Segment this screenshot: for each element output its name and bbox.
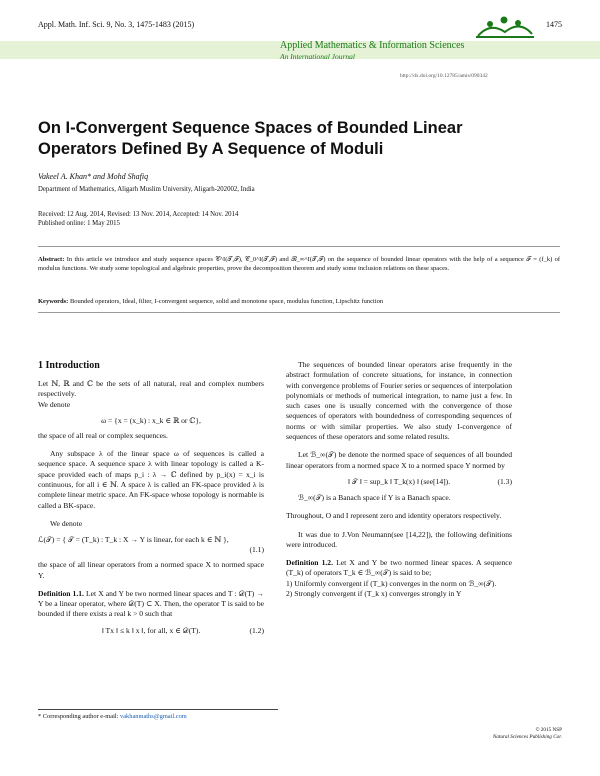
definition-text: Let X and Y be two normed linear spaces. A sequence (T_k) of operators T_k ∈ ℬ_∞(𝒯) is said to be; <box>286 558 513 578</box>
paragraph: Let ℬ_∞(𝒯) be denote the normed space of sequences of all bounded linear operators from a normed space X to a normed space Y normed by <box>286 450 512 470</box>
definition-text: Let X and Y be two normed linear spaces and T : 𝒟(T) → Y be a linear operator, where 𝒟(T) ⊂ X. Then, the operator T is said to be bounded if there exists a real k > 0 such that <box>38 588 264 619</box>
author-email-link[interactable]: vakhanmaths@gmail.com <box>120 713 187 720</box>
right-column <box>286 360 512 599</box>
paragraph: The sequences of bounded linear operators arise frequently in the abstract formulation of concrete situations, for instance, in connection with convergence problems of Fourier series or sequences of interpolation polynomials or methods of numerical integration, to name just a few. In such cases one is usually concerned with the convergence of those sequences of operators with boundedness of corresponding sequences of norms or with similar properties. We also study I-convergence of sequences of these operators and some related results. <box>286 360 512 442</box>
equation-body: ‖ 𝒯 ‖ = sup_k ‖ T_k(x) ‖ (see[14]). <box>347 476 451 486</box>
nsp-logo-icon <box>470 12 540 40</box>
footnote <box>38 709 278 720</box>
equation-number: (1.3) <box>497 476 512 486</box>
footnote-prefix: * Corresponding author e-mail: <box>38 713 119 720</box>
keywords-text: Bounded operators, Ideal, filter, I-convergent sequence, solid and monotone space, modulus function, Lipschitz function <box>69 298 384 305</box>
definition-label: Definition 1.2. <box>286 558 333 568</box>
section-heading: 1 Introduction <box>38 360 100 371</box>
definition-1-2 <box>286 558 512 579</box>
dates-line-2: Published online: 1 May 2015 <box>38 220 120 227</box>
title-line-1: On I-Convergent Sequence Spaces of Bounded Linear <box>38 119 463 137</box>
paragraph: Let ℕ, ℝ and ℂ be the sets of all natural, real and complex numbers respectively. <box>38 379 264 399</box>
copyright-line-1: © 2015 NSP <box>535 727 562 733</box>
paragraph: We denote <box>50 518 83 528</box>
equation-body: ℒ(𝒯) = { 𝒯 = (T_k) : T_k : X → Y is linear, for each k ∈ ℕ }, <box>38 535 229 545</box>
equation: ω = {x = (x_k) : x_k ∈ ℝ or ℂ}, <box>101 415 201 425</box>
abstract <box>38 246 560 274</box>
equation-body: ‖ Tx ‖ ≤ k ‖ x ‖, for all, x ∈ 𝒟(T). <box>101 625 201 635</box>
paragraph: We denote <box>38 399 71 409</box>
abstract-label: Abstract: <box>38 256 65 263</box>
definition-1-1 <box>38 589 264 620</box>
paragraph: Any subspace λ of the linear space ω of sequences is called a sequence space. A sequence space λ with linear topology is called a K-space provided each of maps p_i : λ → ℂ defined by p_i(x) = x_i is continuous, for all i ∈ ℕ. A space λ is called an FK-space provided λ is complete linear metric space. An FK-space whose topology is normable is called a BK-space. <box>38 449 264 510</box>
paragraph: Throughout, O and I represent zero and identity operators respectively. <box>286 511 502 521</box>
copyright-line-2: Natural Sciences Publishing Cor. <box>492 734 562 740</box>
paragraph: the space of all real or complex sequences. <box>38 430 168 440</box>
running-citation: Appl. Math. Inf. Sci. 9, No. 3, 1475-1483 (2015) <box>38 20 195 29</box>
journal-name: Applied Mathematics & Information Sciences <box>280 40 465 51</box>
list-item: 2) Strongly convergent if (T_k x) converges strongly in Y <box>286 589 462 599</box>
abstract-text: In this article we introduce and study sequence spaces 𝒞^I(𝒯,ℱ), 𝒞_0^I(𝒯,ℱ) and ℬ_∞^I(𝒯,ℱ) on the sequence of bounded linear operators with the help of a sequence ℱ = (f_k) of modulus functions. We study some topological and algebraic properties, prove the decomposition theorem and study some inclusion relations on these spaces. <box>38 256 561 273</box>
paragraph: the space of all linear operators from a normed space X to normed space Y. <box>38 560 264 580</box>
authors: Vakeel A. Khan* and Mohd Shafiq <box>38 172 149 181</box>
equation-1-3 <box>286 477 512 487</box>
equation-number: (1.1) <box>249 545 264 555</box>
affiliation: Department of Mathematics, Aligarh Muslim University, Aligarh-202002, India <box>38 186 255 193</box>
equation-number: (1.2) <box>249 625 264 635</box>
keywords-label: Keywords: <box>38 298 69 305</box>
paragraph: It was due to J.Von Neumann(see [14,22]), the following definitions were introduced. <box>286 529 512 549</box>
title-line-2: Operators Defined By A Sequence of Moduli <box>38 140 384 158</box>
journal-subtitle: An International Journal <box>280 52 355 61</box>
equation-1-1 <box>38 535 264 554</box>
publication-dates <box>38 210 238 228</box>
left-column <box>38 360 264 642</box>
copyright <box>493 727 562 741</box>
paper-title <box>38 118 558 160</box>
paragraph: ℬ_∞(𝒯) is a Banach space if Y is a Banach space. <box>298 492 451 502</box>
dates-line-1: Received: 12 Aug. 2014, Revised: 13 Nov. 2014, Accepted: 14 Nov. 2014 <box>38 211 239 218</box>
equation-1-2 <box>38 626 264 636</box>
page-number: 1475 <box>546 20 562 29</box>
list-item: 1) Uniformly convergent if (T_k) converges in the norm on ℬ_∞(𝒯). <box>286 578 497 588</box>
keywords <box>38 297 560 313</box>
doi-link[interactable]: http://dx.doi.org/10.12785/amis/090342 <box>400 73 488 79</box>
definition-label: Definition 1.1. <box>38 588 84 598</box>
